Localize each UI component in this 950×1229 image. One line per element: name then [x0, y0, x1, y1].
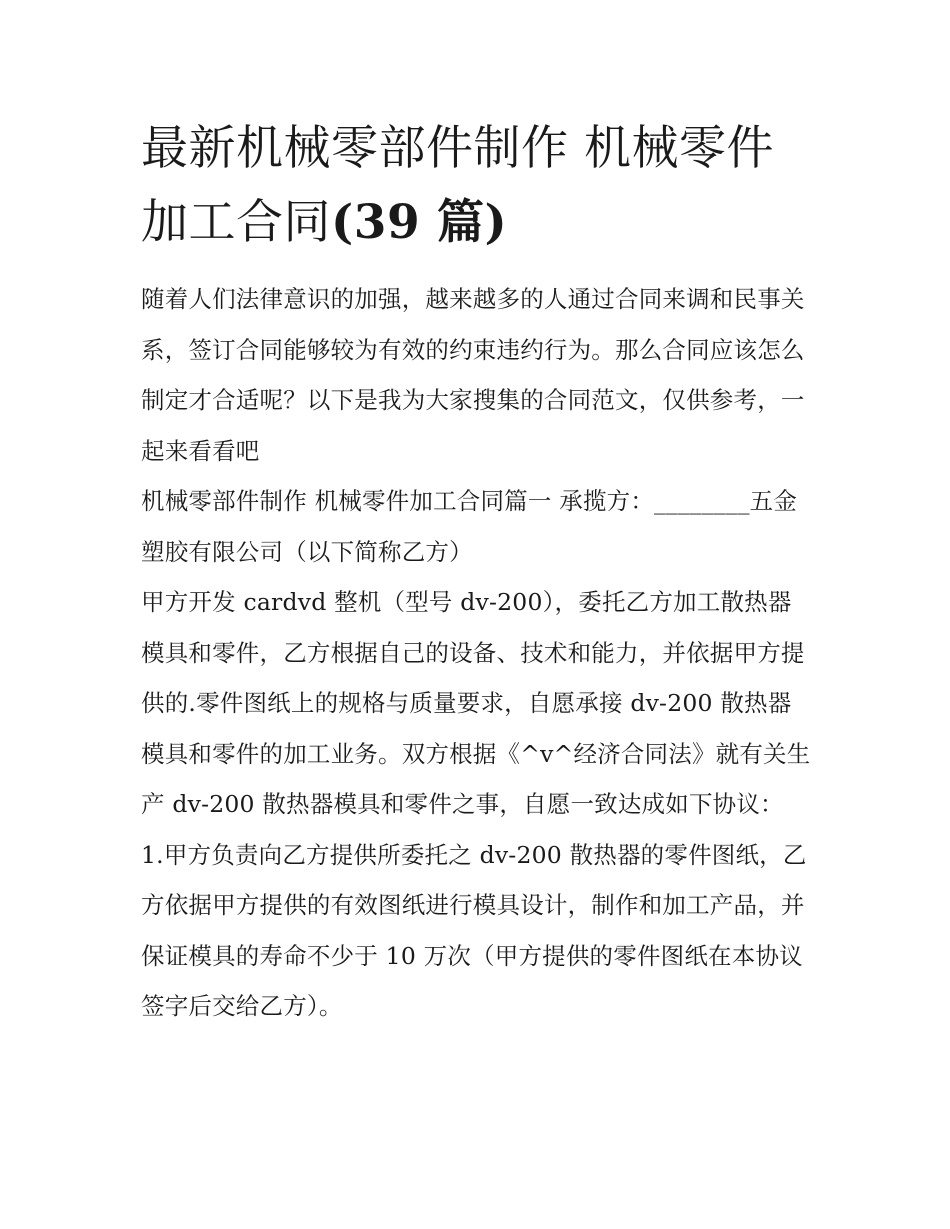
document-body: [141, 112, 813, 1032]
clause-1-paragraph: 1.甲方负责向乙方提供所委托之 dv-200 散热器的零件图纸，乙方依据甲方提供的有效图纸进行模具设计，制作和加工产品，并保证模具的寿命不少于 10 万次（甲方提供的零件图纸在本协议签字后交给乙方）。: [141, 840, 807, 1020]
document-title: [141, 112, 813, 260]
contract-preamble-paragraph: 甲方开发 cardvd 整机（型号 dv-200），委托乙方加工散热器模具和零件，乙方根据自己的设备、技术和能力，并依据甲方提供的.零件图纸上的规格与质量要求，自愿承接 dv-200 散热器模具和零件的加工业务。双方根据《^v^经济合同法》就有关生产 dv-200 散热器模具和零件之事，自愿一致达成如下协议：: [141, 588, 811, 818]
contract-heading-paragraph: 机械零部件制作 机械零件加工合同篇一 承揽方：________五金塑胶有限公司（以下简称乙方）: [141, 487, 798, 566]
title-count: (39 篇): [331, 195, 508, 250]
title-main: 最新机械零部件制作 机械零件加工合同: [141, 121, 774, 250]
intro-paragraph: 随着人们法律意识的加强，越来越多的人通过合同来调和民事关系，签订合同能够较为有效的约束违约行为。那么合同应该怎么制定才合适呢？以下是我为大家搜集的合同范文，仅供参考，一起来看看吧: [141, 285, 805, 465]
